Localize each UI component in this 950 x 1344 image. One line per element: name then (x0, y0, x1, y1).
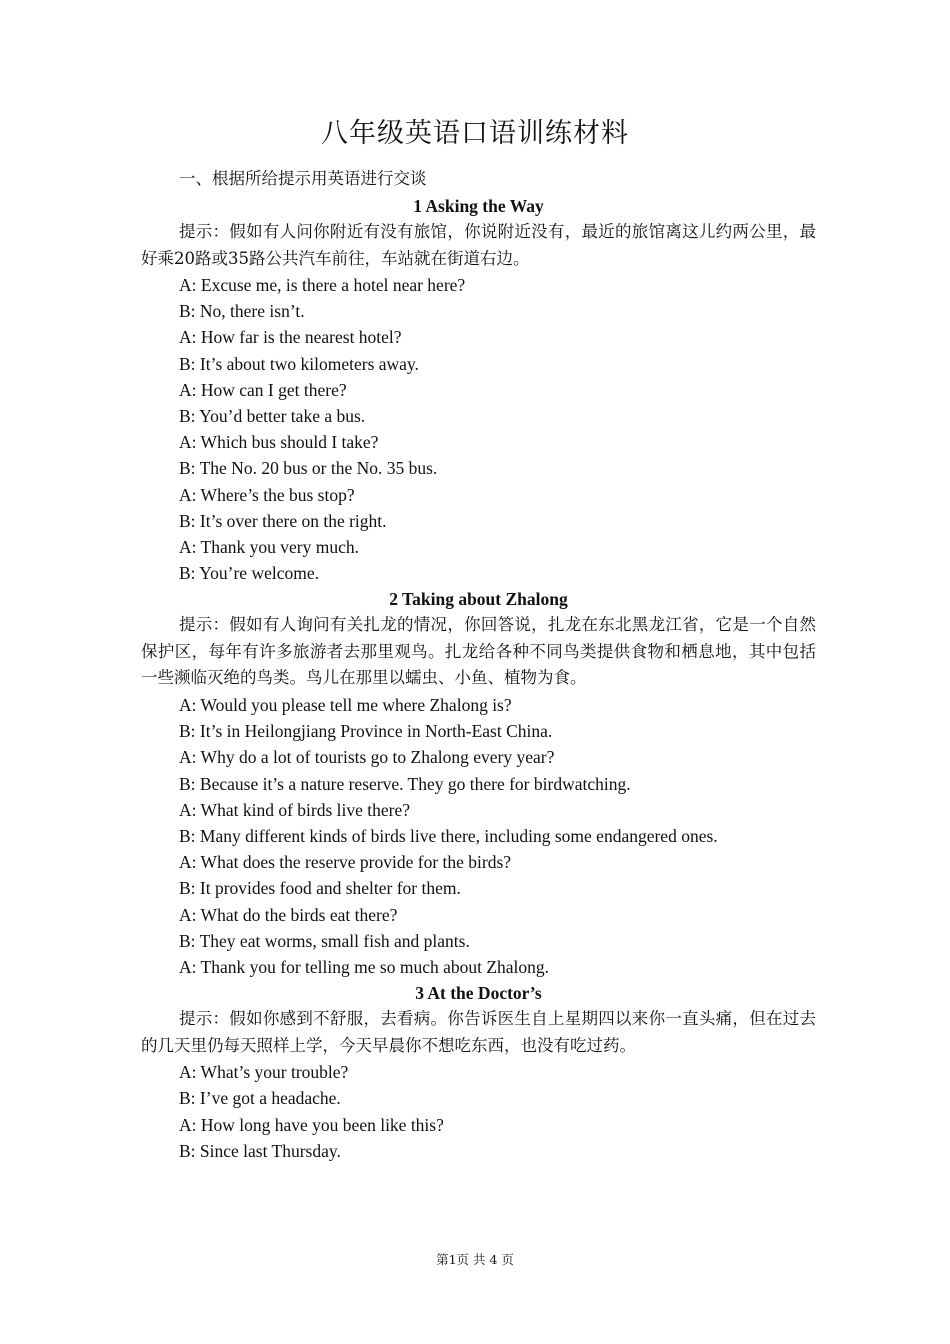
dialogue-line: B: No, there isn’t. (179, 301, 305, 322)
dialogue-line: A: How long have you been like this? (179, 1114, 444, 1135)
dialogue-section-1 (141, 193, 816, 586)
dialogue-line: B: Since last Thursday. (179, 1140, 341, 1161)
dialogue-line: A: What does the reserve provide for the birds? (179, 852, 512, 873)
section-title: 1 Asking the Way (413, 196, 544, 216)
dialogue-line: B: It’s in Heilongjiang Province in North-East China. (179, 721, 553, 742)
section-hint: 提示：假如有人询问有关扎龙的情况，你回答说，扎龙在东北黑龙江省，它是一个自然保护区，每年有许多旅游者去那里观鸟。扎龙给各种不同鸟类提供食物和栖息地，其中包括一些濒临灭绝的鸟类。鸟儿在那里以蠕虫、小鱼、植物为食。 (141, 615, 816, 688)
section-title: 2 Taking about Zhalong (389, 589, 568, 610)
dialogue-line: A: What kind of birds live there? (179, 799, 411, 820)
dialogue-line: A: Thank you very much. (179, 537, 359, 558)
dialogue-line: B: It’s about two kilometers away. (179, 353, 419, 374)
dialogue-line: A: What’s your trouble? (179, 1062, 349, 1083)
dialogue-line: A: Which bus should I take? (179, 432, 379, 453)
dialogue-line: A: Excuse me, is there a hotel near here? (179, 275, 466, 295)
dialogue-line: B: You’re welcome. (179, 563, 319, 584)
dialogue-line: A: Thank you for telling me so much about Zhalong. (179, 956, 550, 977)
section-hint: 提示：假如你感到不舒服，去看病。你告诉医生自上星期四以来你一直头痛，但在过去的几天里仍每天照样上学，今天早晨你不想吃东西，也没有吃过药。 (141, 1009, 816, 1055)
dialogue-section-3 (141, 980, 816, 1164)
dialogue-line: A: Would you please tell me where Zhalong is? (179, 694, 512, 715)
page-title: 八年级英语口语训练材料 (321, 118, 629, 149)
dialogue-line: A: Where’s the bus stop? (179, 484, 355, 505)
section-title: 3 At the Doctor’s (415, 983, 542, 1004)
dialogue-line: B: Many different kinds of birds live there, including some endangered ones. (179, 825, 718, 846)
dialogue-line: B: They eat worms, small fish and plants. (179, 930, 470, 951)
page-footer: 第1页 共 4 页 (436, 1252, 514, 1267)
dialogue-line: B: It provides food and shelter for them. (179, 878, 461, 899)
section-hint: 提示：假如有人问你附近有没有旅馆，你说附近没有，最近的旅馆离这儿约两公里，最好乘20路或35路公共汽车前往，车站就在街道右边。 (141, 222, 816, 268)
section-label: 一、根据所给提示用英语进行交谈 (179, 169, 427, 188)
dialogue-line: B: It’s over there on the right. (179, 510, 387, 531)
dialogue-line: B: The No. 20 bus or the No. 35 bus. (179, 458, 438, 479)
dialogue-line: B: Because it’s a nature reserve. They go there for birdwatching. (179, 773, 631, 794)
dialogue-line: A: What do the birds eat there? (179, 904, 398, 925)
dialogue-line: B: You’d better take a bus. (179, 406, 366, 427)
dialogue-line: A: How far is the nearest hotel? (179, 327, 402, 348)
dialogue-line: B: I’ve got a headache. (179, 1088, 341, 1109)
dialogue-line: A: Why do a lot of tourists go to Zhalong every year? (179, 747, 555, 768)
dialogue-section-2 (141, 586, 816, 980)
document-body (141, 165, 816, 1164)
dialogue-line: A: How can I get there? (179, 379, 347, 400)
